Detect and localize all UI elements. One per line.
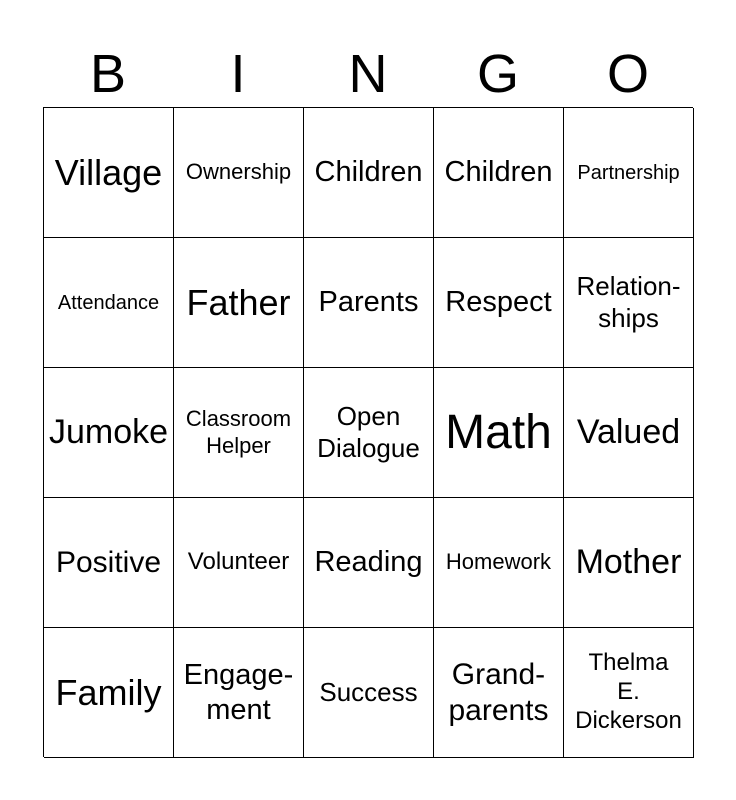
bingo-cell[interactable]: Math bbox=[434, 368, 564, 498]
bingo-cell[interactable]: Relation- ships bbox=[564, 238, 694, 368]
bingo-cell[interactable]: Jumoke bbox=[44, 368, 174, 498]
bingo-header bbox=[43, 40, 693, 108]
bingo-cell[interactable]: Homework bbox=[434, 498, 564, 628]
bingo-cell[interactable]: Attendance bbox=[44, 238, 174, 368]
header-letter-o: O bbox=[606, 44, 649, 104]
bingo-cell[interactable]: Open Dialogue bbox=[304, 368, 434, 498]
header-letter-n: N bbox=[348, 44, 388, 104]
bingo-cell[interactable]: Children bbox=[434, 108, 564, 238]
header-letter-b: B bbox=[89, 44, 127, 104]
bingo-cell[interactable]: Mother bbox=[564, 498, 694, 628]
bingo-board bbox=[43, 107, 693, 757]
bingo-cell[interactable]: Village bbox=[44, 108, 174, 238]
bingo-cell[interactable]: Thelma E. Dickerson bbox=[564, 628, 694, 758]
bingo-cell[interactable]: Valued bbox=[564, 368, 694, 498]
bingo-cell[interactable]: Partnership bbox=[564, 108, 694, 238]
bingo-cell[interactable]: Ownership bbox=[174, 108, 304, 238]
bingo-cell[interactable]: Engage- ment bbox=[174, 628, 304, 758]
header-letter-i: I bbox=[230, 44, 246, 104]
bingo-cell[interactable]: Family bbox=[44, 628, 174, 758]
bingo-cell[interactable]: Positive bbox=[44, 498, 174, 628]
bingo-cell[interactable]: Classroom Helper bbox=[174, 368, 304, 498]
bingo-cell[interactable]: Parents bbox=[304, 238, 434, 368]
bingo-cell[interactable]: Grand- parents bbox=[434, 628, 564, 758]
bingo-cell[interactable]: Respect bbox=[434, 238, 564, 368]
bingo-cell[interactable]: Reading bbox=[304, 498, 434, 628]
bingo-cell[interactable]: Father bbox=[174, 238, 304, 368]
bingo-cell[interactable]: Volunteer bbox=[174, 498, 304, 628]
bingo-cell[interactable]: Children bbox=[304, 108, 434, 238]
bingo-cell[interactable]: Success bbox=[304, 628, 434, 758]
header-letter-g: G bbox=[476, 44, 519, 104]
